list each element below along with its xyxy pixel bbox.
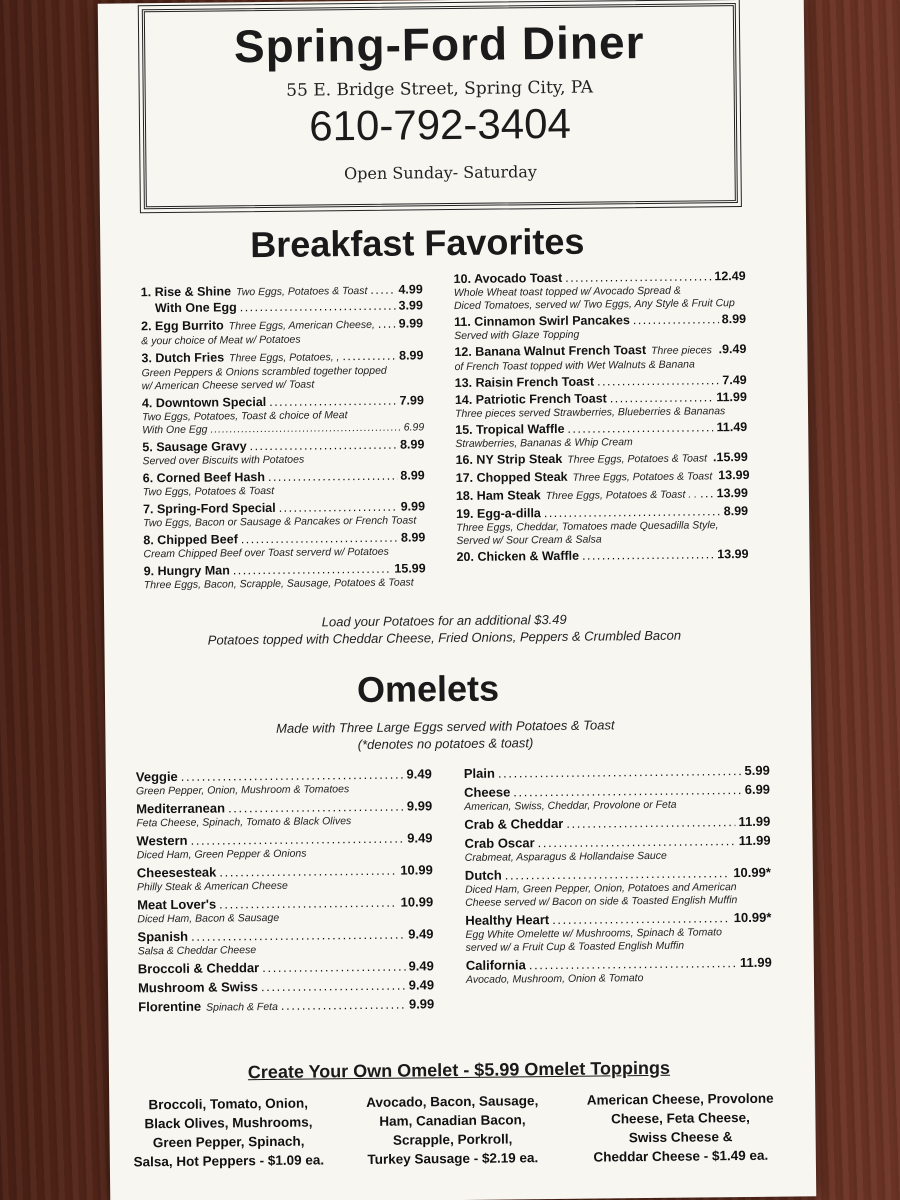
breakfast-title: Breakfast Favorites bbox=[250, 220, 585, 266]
menu-item-desc: Two Eggs, Potatoes & Toast bbox=[142, 484, 275, 499]
breakfast-left-column bbox=[141, 282, 426, 595]
create-own-title: Create Your Own Omelet - $5.99 Omelet Toppings bbox=[247, 1057, 671, 1083]
menu-item bbox=[455, 373, 747, 391]
menu-item bbox=[466, 955, 772, 987]
menu-item-line bbox=[465, 910, 771, 929]
dot-leader bbox=[228, 799, 404, 817]
menu-item-price: 11.99 bbox=[739, 954, 772, 971]
menu-item-line bbox=[456, 547, 748, 565]
topping-line: Scrapple, Porkroll, bbox=[392, 1131, 513, 1148]
menu-item-price: 9.49 bbox=[406, 766, 432, 782]
menu-item-price: 11.99 bbox=[738, 813, 771, 830]
menu-page bbox=[98, 0, 817, 1200]
menu-item bbox=[136, 766, 432, 798]
menu-item bbox=[465, 910, 771, 955]
menu-item-name: Meat Lover's bbox=[137, 896, 217, 913]
menu-item-desc: Strawberries, Bananas & Whip Cream bbox=[455, 436, 633, 451]
menu-item bbox=[138, 958, 434, 977]
menu-item-name: Plain bbox=[463, 765, 495, 781]
menu-item-name: Broccoli & Cheddar bbox=[137, 960, 260, 977]
menu-item-line bbox=[456, 486, 748, 505]
restaurant-phone: 610-792-3404 bbox=[309, 99, 572, 150]
dot-leader bbox=[219, 863, 397, 881]
menu-item-price: 8.99 bbox=[721, 311, 747, 327]
menu-item-price: 10.99* bbox=[733, 909, 772, 926]
menu-item-desc: Philly Steak & American Cheese bbox=[136, 879, 288, 894]
menu-item-inline-desc: Three Eggs, Potatoes & Toast . . bbox=[545, 488, 698, 503]
omelets-note: (*denotes no potatoes & toast) bbox=[357, 735, 534, 753]
menu-item-name: Florentine bbox=[138, 998, 202, 1015]
topping-line: Turkey Sausage - $2.19 ea. bbox=[367, 1150, 539, 1167]
menu-item-name: Healthy Heart bbox=[465, 912, 550, 928]
menu-item-desc: Two Eggs, Bacon or Sausage & Pancakes or French Toast bbox=[143, 514, 417, 530]
menu-item-desc: Three Eggs, Cheddar, Tomatoes made Quesadilla Style, bbox=[456, 519, 719, 535]
menu-item-variant bbox=[142, 421, 424, 437]
menu-item-price: 8.99 bbox=[723, 503, 749, 519]
header-box bbox=[142, 3, 738, 209]
menu-item-price: 13.99 bbox=[718, 467, 750, 483]
dot-leader bbox=[261, 978, 406, 996]
topping-line: Cheddar Cheese - $1.49 ea. bbox=[593, 1147, 769, 1165]
menu-item-price: 11.49 bbox=[716, 419, 748, 435]
menu-item-price: 9.99 bbox=[400, 499, 426, 514]
menu-item-name: 7. Spring-Ford Special bbox=[142, 500, 276, 517]
potatoes-addon bbox=[144, 609, 744, 649]
menu-item-name: Dutch bbox=[464, 867, 502, 883]
topping-line: Cheese, Feta Cheese, bbox=[610, 1109, 750, 1127]
menu-item-desc: Green Peppers & Onions scrambled together topped bbox=[141, 364, 387, 380]
menu-item bbox=[137, 862, 433, 894]
menu-item-desc: served w/ a Fruit Cup & Toasted English Muffin bbox=[465, 939, 685, 954]
menu-item-desc: Feta Cheese, Spinach, Tomato & Black Olives bbox=[136, 815, 352, 830]
dot-leader bbox=[498, 763, 742, 782]
menu-item-name: 13. Raisin French Toast bbox=[454, 374, 595, 391]
dot-leader bbox=[279, 500, 398, 516]
menu-item-name: Mushroom & Swiss bbox=[137, 979, 259, 996]
menu-item bbox=[455, 390, 747, 421]
menu-item-desc: Diced Ham, Bacon & Sausage bbox=[137, 911, 280, 926]
menu-item-name: 3. Dutch Fries bbox=[141, 350, 225, 366]
menu-item bbox=[456, 547, 748, 565]
dot-leader bbox=[269, 394, 396, 410]
restaurant-hours: Open Sunday- Saturday bbox=[344, 162, 538, 184]
menu-item-name: California bbox=[465, 957, 526, 973]
menu-item-price: 15.99 bbox=[394, 561, 426, 576]
menu-item-price: 13.99 bbox=[716, 485, 748, 501]
menu-item-desc: Two Eggs, Potatoes, Toast & choice of Meat bbox=[142, 409, 348, 424]
menu-item bbox=[455, 450, 747, 469]
menu-item-price: 5.99 bbox=[744, 762, 770, 778]
menu-item-name: Crab Oscar bbox=[464, 835, 535, 851]
omelets-subtitle-line: Made with Three Large Eggs served with Potatoes & Toast bbox=[276, 717, 615, 736]
menu-item-price: 12.49 bbox=[714, 268, 746, 284]
menu-item bbox=[138, 977, 434, 996]
menu-item-desc: Served w/ Sour Cream & Salsa bbox=[456, 533, 602, 548]
menu-item-desc: Egg White Omelette w/ Mushrooms, Spinach & Tomato bbox=[465, 926, 722, 941]
dot-leader bbox=[552, 910, 731, 928]
menu-item-desc: American, Swiss, Cheddar, Provolone or Feta bbox=[464, 798, 677, 813]
topping-line: Avocado, Bacon, Sausage, bbox=[366, 1093, 539, 1110]
menu-item-desc: Served over Biscuits with Potatoes bbox=[142, 453, 305, 468]
menu-item-name: 19. Egg-a-dilla bbox=[456, 506, 541, 522]
menu-item-name: 1. Rise & Shine bbox=[140, 284, 232, 300]
menu-item-name: Western bbox=[136, 832, 188, 849]
menu-item-desc: Crabmeat, Asparagus & Hollandaise Sauce bbox=[464, 849, 667, 864]
menu-item-name: 14. Patriotic French Toast bbox=[454, 391, 607, 408]
dot-leader bbox=[233, 562, 392, 579]
menu-item-desc: Diced Ham, Green Pepper & Onions bbox=[136, 847, 307, 862]
menu-item-price: 9.49 bbox=[408, 977, 435, 993]
dot-leader bbox=[567, 420, 713, 437]
dot-leader bbox=[633, 312, 719, 328]
dot-leader bbox=[268, 469, 398, 485]
dot-leader bbox=[240, 299, 396, 316]
menu-item-price: 9.99 bbox=[406, 798, 433, 814]
menu-item-name: Mediterranean bbox=[136, 800, 226, 817]
menu-item-name: 4. Downtown Special bbox=[141, 394, 267, 411]
topping-line: Ham, Canadian Bacon, bbox=[379, 1112, 526, 1129]
menu-item-name: 16. NY Strip Steak bbox=[455, 451, 563, 468]
dot-leader bbox=[342, 349, 396, 365]
menu-item-inline-desc: Three Eggs, Potatoes & Toast bbox=[567, 452, 708, 466]
menu-item bbox=[455, 420, 747, 451]
menu-item bbox=[456, 486, 748, 505]
menu-item-line bbox=[137, 894, 433, 913]
menu-item-price: 8.99 bbox=[400, 468, 425, 483]
menu-item-desc: Served with Glaze Topping bbox=[454, 328, 580, 343]
menu-item-inline-desc: Two Eggs, Potatoes & Toast bbox=[236, 284, 368, 299]
menu-item-price: 13.99 bbox=[717, 546, 749, 562]
menu-item-line bbox=[454, 269, 746, 287]
menu-item-line bbox=[455, 373, 747, 391]
menu-item bbox=[464, 782, 770, 814]
menu-item bbox=[142, 437, 424, 468]
menu-item-line bbox=[138, 977, 434, 996]
menu-item bbox=[144, 561, 426, 592]
menu-item-line bbox=[454, 312, 746, 330]
potatoes-addon-line: Load your Potatoes for an additional $3.49 bbox=[321, 611, 567, 630]
menu-item-desc: & your choice of Meat w/ Potatoes bbox=[141, 333, 301, 348]
breakfast-right-column bbox=[454, 269, 749, 567]
menu-item bbox=[143, 530, 425, 561]
menu-item bbox=[141, 348, 423, 393]
menu-item-line bbox=[138, 996, 434, 1016]
dot-leader bbox=[538, 833, 736, 851]
menu-item-line bbox=[142, 437, 424, 455]
menu-item bbox=[454, 269, 746, 313]
menu-item-name: 6. Corned Beef Hash bbox=[142, 470, 266, 486]
topping-line: Swiss Cheese & bbox=[628, 1129, 733, 1146]
menu-item-name: 17. Chopped Steak bbox=[455, 469, 568, 486]
menu-item-price: 9.49 bbox=[407, 830, 433, 846]
menu-item-line bbox=[136, 766, 432, 785]
variant-name: With One Egg bbox=[142, 423, 208, 437]
menu-item bbox=[456, 504, 748, 548]
menu-item bbox=[456, 468, 748, 487]
menu-item bbox=[137, 926, 433, 958]
potatoes-addon-desc: Potatoes topped with Cheddar Cheese, Fried Onions, Peppers & Crumbled Bacon bbox=[207, 627, 682, 648]
menu-item-line bbox=[455, 420, 747, 438]
dot-leader bbox=[370, 283, 395, 298]
menu-item-desc: Cheese served w/ Bacon on side & Toasted English Muffin bbox=[465, 894, 738, 909]
menu-item-name: 5. Sausage Gravy bbox=[142, 439, 247, 455]
menu-item-desc: Three pieces served Strawberries, Blueberries & Bananas bbox=[454, 405, 726, 421]
menu-item bbox=[138, 996, 434, 1016]
menu-item-price: 9.49 bbox=[408, 958, 434, 974]
menu-item-desc: Diced Ham, Green Pepper, Onion, Potatoes and American bbox=[464, 881, 737, 896]
menu-item-price: 9.99 bbox=[408, 996, 435, 1012]
menu-item-name: 10. Avocado Toast bbox=[453, 270, 563, 287]
menu-item-desc: Green Pepper, Onion, Mushroom & Tomatoes bbox=[135, 783, 350, 798]
dot-leader bbox=[219, 895, 398, 913]
menu-item-price: 7.49 bbox=[722, 372, 747, 388]
menu-item-inline-desc: Three pieces bbox=[651, 344, 712, 357]
topping-line: American Cheese, Provolone bbox=[586, 1090, 774, 1108]
menu-item-name: Cheese bbox=[463, 784, 511, 800]
menu-item-price: 11.99 bbox=[716, 389, 747, 405]
menu-item bbox=[454, 342, 746, 374]
menu-item-price: 6.99 bbox=[744, 781, 771, 797]
topping-line: Black Olives, Mushrooms, bbox=[144, 1114, 313, 1132]
menu-item-name: 15. Tropical Waffle bbox=[455, 421, 565, 438]
dot-leader bbox=[241, 531, 398, 548]
menu-item-line bbox=[138, 958, 434, 977]
menu-item-desc: w/ American Cheese served w/ Toast bbox=[141, 378, 315, 393]
menu-item bbox=[143, 499, 425, 530]
menu-item-line bbox=[455, 450, 747, 469]
menu-item-price: 10.99* bbox=[733, 864, 771, 881]
menu-item bbox=[136, 798, 432, 830]
menu-item bbox=[136, 830, 432, 862]
menu-item-name: Crab & Cheddar bbox=[464, 815, 564, 832]
menu-item-name: 18. Ham Steak bbox=[455, 488, 541, 504]
menu-item-price: 7.99 bbox=[399, 393, 424, 408]
dot-leader bbox=[181, 767, 404, 785]
variant-price: 6.99 bbox=[403, 421, 425, 434]
menu-item-name: 12. Banana Walnut French Toast bbox=[454, 343, 647, 360]
dot-leader bbox=[513, 782, 742, 800]
menu-item-name: Spanish bbox=[137, 928, 189, 945]
menu-item-name: 20. Chicken & Waffle bbox=[456, 548, 580, 565]
menu-item bbox=[464, 833, 770, 865]
menu-item-price: 10.99 bbox=[400, 894, 434, 910]
menu-item bbox=[143, 468, 425, 499]
menu-item bbox=[454, 312, 746, 343]
menu-item-line bbox=[137, 862, 433, 881]
menu-item bbox=[141, 282, 423, 316]
menu-item-desc: Avocado, Mushroom, Onion & Tomato bbox=[465, 972, 644, 986]
topping-line: Salsa, Hot Peppers - $1.09 ea. bbox=[133, 1152, 325, 1170]
dot-leader bbox=[610, 390, 714, 406]
menu-item-line bbox=[464, 782, 770, 801]
dot-leader bbox=[597, 373, 719, 389]
dot-leader bbox=[565, 269, 711, 286]
menu-item-price: 11.99 bbox=[738, 832, 771, 849]
menu-item-desc: Whole Wheat toast topped w/ Avocado Spread & bbox=[453, 284, 681, 300]
menu-item-desc: of French Toast topped with Wet Walnuts & Banana bbox=[454, 358, 695, 374]
dot-leader bbox=[281, 997, 406, 1014]
menu-item bbox=[464, 763, 770, 782]
menu-item-line bbox=[464, 833, 770, 852]
dot-leader bbox=[378, 317, 396, 332]
menu-item-line bbox=[137, 926, 433, 945]
menu-item bbox=[142, 393, 424, 437]
menu-item-price: 8.99 bbox=[400, 530, 426, 545]
omelets-subtitle bbox=[145, 715, 745, 755]
menu-item-inline-desc: Spinach & Feta bbox=[206, 1000, 278, 1014]
restaurant-name: Spring-Ford Diner bbox=[233, 16, 645, 73]
menu-item-name: 8. Chipped Beef bbox=[143, 532, 238, 548]
menu-item-line bbox=[456, 468, 748, 487]
menu-item bbox=[465, 865, 771, 910]
menu-item-price: 8.99 bbox=[399, 437, 425, 452]
menu-item-price: .9.49 bbox=[718, 341, 747, 357]
omelets-left-column bbox=[136, 766, 435, 1019]
menu-item-line bbox=[136, 830, 432, 849]
menu-item-inline-desc: Three Eggs, American Cheese, bbox=[228, 318, 375, 333]
menu-item-line bbox=[143, 468, 425, 486]
toppings-group-meats bbox=[347, 1091, 558, 1169]
topping-line: Green Pepper, Spinach, bbox=[152, 1133, 305, 1151]
menu-item-line bbox=[464, 763, 770, 782]
menu-item-name: 2. Egg Burrito bbox=[141, 318, 224, 334]
menu-item-price: 10.99 bbox=[400, 862, 433, 878]
menu-item-variant bbox=[141, 298, 423, 316]
dot-leader bbox=[566, 814, 735, 832]
menu-item bbox=[141, 316, 423, 348]
menu-item-name: 9. Hungry Man bbox=[143, 563, 230, 579]
menu-item-price: 4.99 bbox=[398, 282, 423, 297]
variant-name: With One Egg bbox=[154, 300, 237, 316]
menu-item-price: .15.99 bbox=[712, 449, 748, 465]
dot-leader bbox=[210, 422, 400, 437]
dot-leader bbox=[190, 831, 404, 849]
menu-item-line bbox=[142, 393, 424, 411]
menu-item bbox=[137, 894, 433, 926]
omelets-title: Omelets bbox=[356, 667, 500, 711]
menu-item-name: Veggie bbox=[135, 768, 178, 785]
menu-item bbox=[464, 814, 770, 833]
menu-item-desc: Salsa & Cheddar Cheese bbox=[137, 944, 257, 958]
topping-line: Broccoli, Tomato, Onion, bbox=[148, 1095, 309, 1113]
variant-price: 3.99 bbox=[398, 298, 423, 313]
omelets-right-column bbox=[464, 763, 772, 990]
menu-item-desc: Three Eggs, Bacon, Scrapple, Sausage, Potatoes & Toast bbox=[143, 576, 414, 592]
dot-leader bbox=[191, 927, 405, 945]
menu-item-price: 9.99 bbox=[398, 316, 424, 331]
dot-leader bbox=[582, 547, 714, 563]
restaurant-address: 55 E. Bridge Street, Spring City, PA bbox=[286, 77, 594, 101]
menu-item-line bbox=[464, 814, 770, 833]
menu-item-name: 11. Cinnamon Swirl Pancakes bbox=[454, 313, 630, 330]
menu-item-line bbox=[136, 798, 432, 817]
dot-leader bbox=[529, 955, 737, 973]
menu-item-price: 9.49 bbox=[408, 926, 434, 942]
menu-item-line bbox=[454, 342, 746, 361]
dot-leader bbox=[715, 342, 716, 357]
toppings-group-veggies bbox=[123, 1093, 334, 1171]
dot-leader bbox=[262, 959, 405, 977]
menu-item-inline-desc: Three Eggs, Potatoes & Toast bbox=[572, 470, 713, 484]
menu-item-line bbox=[466, 955, 772, 974]
menu-item-price: 8.99 bbox=[399, 348, 424, 363]
menu-item-name: Cheesesteak bbox=[136, 864, 217, 881]
menu-item-desc: Diced Tomatoes, served w/ Two Eggs, Any Style & Fruit Cup bbox=[453, 297, 735, 313]
menu-item-inline-desc: Three Eggs, Potatoes, , bbox=[229, 351, 340, 365]
menu-item-desc: Cream Chipped Beef over Toast serverd w/ Potatoes bbox=[143, 545, 389, 561]
toppings-group-cheeses bbox=[565, 1088, 796, 1166]
dot-leader bbox=[250, 438, 398, 455]
dot-leader bbox=[700, 486, 714, 501]
